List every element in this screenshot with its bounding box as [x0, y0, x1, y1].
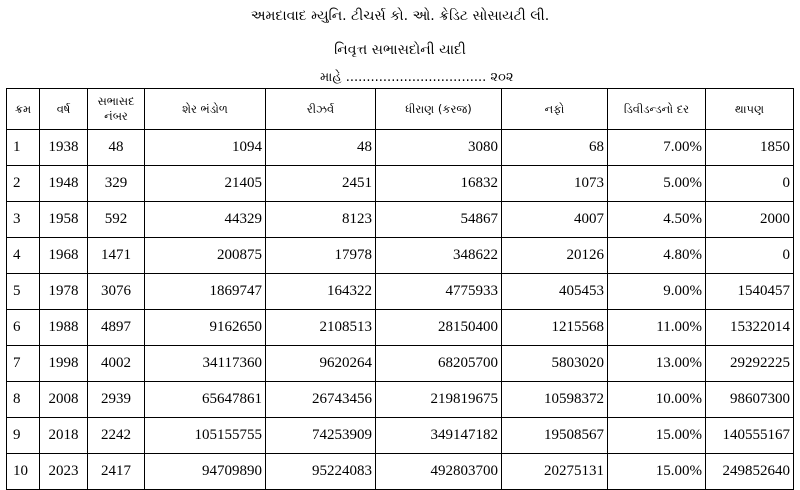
cell-serial: 2 [7, 166, 40, 202]
cell-profit: 20126 [502, 238, 608, 274]
cell-profit: 20275131 [502, 454, 608, 490]
cell-dividend-rate: 13.00% [608, 346, 706, 382]
cell-dividend-rate: 11.00% [608, 310, 706, 346]
column-header-profit: નફો [502, 89, 608, 130]
column-header-loans: ધીરાણ (કરજ) [376, 89, 502, 130]
cell-deposits: 0 [706, 238, 794, 274]
cell-profit: 10598372 [502, 382, 608, 418]
cell-year: 2023 [40, 454, 88, 490]
cell-year: 2018 [40, 418, 88, 454]
cell-deposits: 1850 [706, 130, 794, 166]
cell-dividend-rate: 5.00% [608, 166, 706, 202]
cell-serial: 5 [7, 274, 40, 310]
table-row [7, 382, 794, 418]
cell-loans: 4775933 [376, 274, 502, 310]
cell-serial: 1 [7, 130, 40, 166]
cell-share-capital: 200875 [145, 238, 266, 274]
cell-loans: 28150400 [376, 310, 502, 346]
cell-reserve: 9620264 [266, 346, 376, 382]
cell-deposits: 140555167 [706, 418, 794, 454]
cell-loans: 68205700 [376, 346, 502, 382]
cell-dividend-rate: 15.00% [608, 454, 706, 490]
cell-dividend-rate: 7.00% [608, 130, 706, 166]
cell-share-capital: 65647861 [145, 382, 266, 418]
column-header-dividend-rate: ડિવીડન્ડનો દર [608, 89, 706, 130]
cell-serial: 10 [7, 454, 40, 490]
cell-year: 1938 [40, 130, 88, 166]
cell-loans: 16832 [376, 166, 502, 202]
cell-serial: 7 [7, 346, 40, 382]
cell-profit: 4007 [502, 202, 608, 238]
cell-reserve: 74253909 [266, 418, 376, 454]
column-header-share-capital: શેર ભંડોળ [145, 89, 266, 130]
cell-share-capital: 105155755 [145, 418, 266, 454]
cell-reserve: 26743456 [266, 382, 376, 418]
members-table [6, 88, 794, 490]
cell-dividend-rate: 4.50% [608, 202, 706, 238]
cell-profit: 68 [502, 130, 608, 166]
table-row [7, 166, 794, 202]
cell-year: 1958 [40, 202, 88, 238]
cell-loans: 219819675 [376, 382, 502, 418]
month-line: માહે .................................. ૨૦૨ [320, 70, 514, 85]
cell-loans: 3080 [376, 130, 502, 166]
cell-profit: 5803020 [502, 346, 608, 382]
table-row [7, 310, 794, 346]
cell-deposits: 29292225 [706, 346, 794, 382]
cell-member-count: 592 [88, 202, 145, 238]
table-header-row [7, 89, 794, 130]
cell-member-count: 4002 [88, 346, 145, 382]
cell-year: 1968 [40, 238, 88, 274]
cell-deposits: 2000 [706, 202, 794, 238]
cell-member-count: 2417 [88, 454, 145, 490]
cell-reserve: 2108513 [266, 310, 376, 346]
table-row [7, 130, 794, 166]
table-row [7, 418, 794, 454]
cell-profit: 1073 [502, 166, 608, 202]
cell-share-capital: 21405 [145, 166, 266, 202]
cell-member-count: 1471 [88, 238, 145, 274]
cell-loans: 54867 [376, 202, 502, 238]
cell-member-count: 48 [88, 130, 145, 166]
cell-dividend-rate: 10.00% [608, 382, 706, 418]
cell-deposits: 0 [706, 166, 794, 202]
column-header-member-count: સભાસદ નંબર [88, 89, 145, 130]
table-row [7, 202, 794, 238]
table-row [7, 454, 794, 490]
table-row [7, 346, 794, 382]
cell-loans: 349147182 [376, 418, 502, 454]
column-header-reserve: રીઝર્વ [266, 89, 376, 130]
cell-member-count: 2242 [88, 418, 145, 454]
cell-member-count: 4897 [88, 310, 145, 346]
cell-reserve: 8123 [266, 202, 376, 238]
cell-share-capital: 9162650 [145, 310, 266, 346]
cell-deposits: 1540457 [706, 274, 794, 310]
cell-dividend-rate: 4.80% [608, 238, 706, 274]
cell-deposits: 249852640 [706, 454, 794, 490]
cell-year: 1948 [40, 166, 88, 202]
cell-reserve: 48 [266, 130, 376, 166]
cell-serial: 8 [7, 382, 40, 418]
cell-reserve: 95224083 [266, 454, 376, 490]
cell-share-capital: 1869747 [145, 274, 266, 310]
cell-loans: 348622 [376, 238, 502, 274]
document-title: અમદાવાદ મ્યુનિ. ટીચર્સ કો. ઓ. ક્રેડિટ સોસાયટી લી. [250, 8, 550, 24]
cell-year: 1978 [40, 274, 88, 310]
cell-deposits: 15322014 [706, 310, 794, 346]
document-subtitle: નિવૃત્ત સભાસદોની યાદી [334, 42, 466, 58]
cell-reserve: 17978 [266, 238, 376, 274]
cell-reserve: 164322 [266, 274, 376, 310]
cell-member-count: 2939 [88, 382, 145, 418]
cell-share-capital: 1094 [145, 130, 266, 166]
cell-share-capital: 94709890 [145, 454, 266, 490]
cell-profit: 19508567 [502, 418, 608, 454]
cell-member-count: 329 [88, 166, 145, 202]
cell-year: 1998 [40, 346, 88, 382]
cell-year: 2008 [40, 382, 88, 418]
cell-member-count: 3076 [88, 274, 145, 310]
table-row [7, 238, 794, 274]
column-header-serial: ક્રમ [7, 89, 40, 130]
cell-year: 1988 [40, 310, 88, 346]
cell-share-capital: 34117360 [145, 346, 266, 382]
cell-dividend-rate: 15.00% [608, 418, 706, 454]
column-header-year: વર્ષ [40, 89, 88, 130]
cell-dividend-rate: 9.00% [608, 274, 706, 310]
cell-serial: 4 [7, 238, 40, 274]
cell-serial: 3 [7, 202, 40, 238]
cell-reserve: 2451 [266, 166, 376, 202]
cell-profit: 405453 [502, 274, 608, 310]
cell-serial: 6 [7, 310, 40, 346]
cell-profit: 1215568 [502, 310, 608, 346]
table-row [7, 274, 794, 310]
cell-serial: 9 [7, 418, 40, 454]
cell-loans: 492803700 [376, 454, 502, 490]
cell-deposits: 98607300 [706, 382, 794, 418]
cell-share-capital: 44329 [145, 202, 266, 238]
column-header-deposits: થાપણ [706, 89, 794, 130]
